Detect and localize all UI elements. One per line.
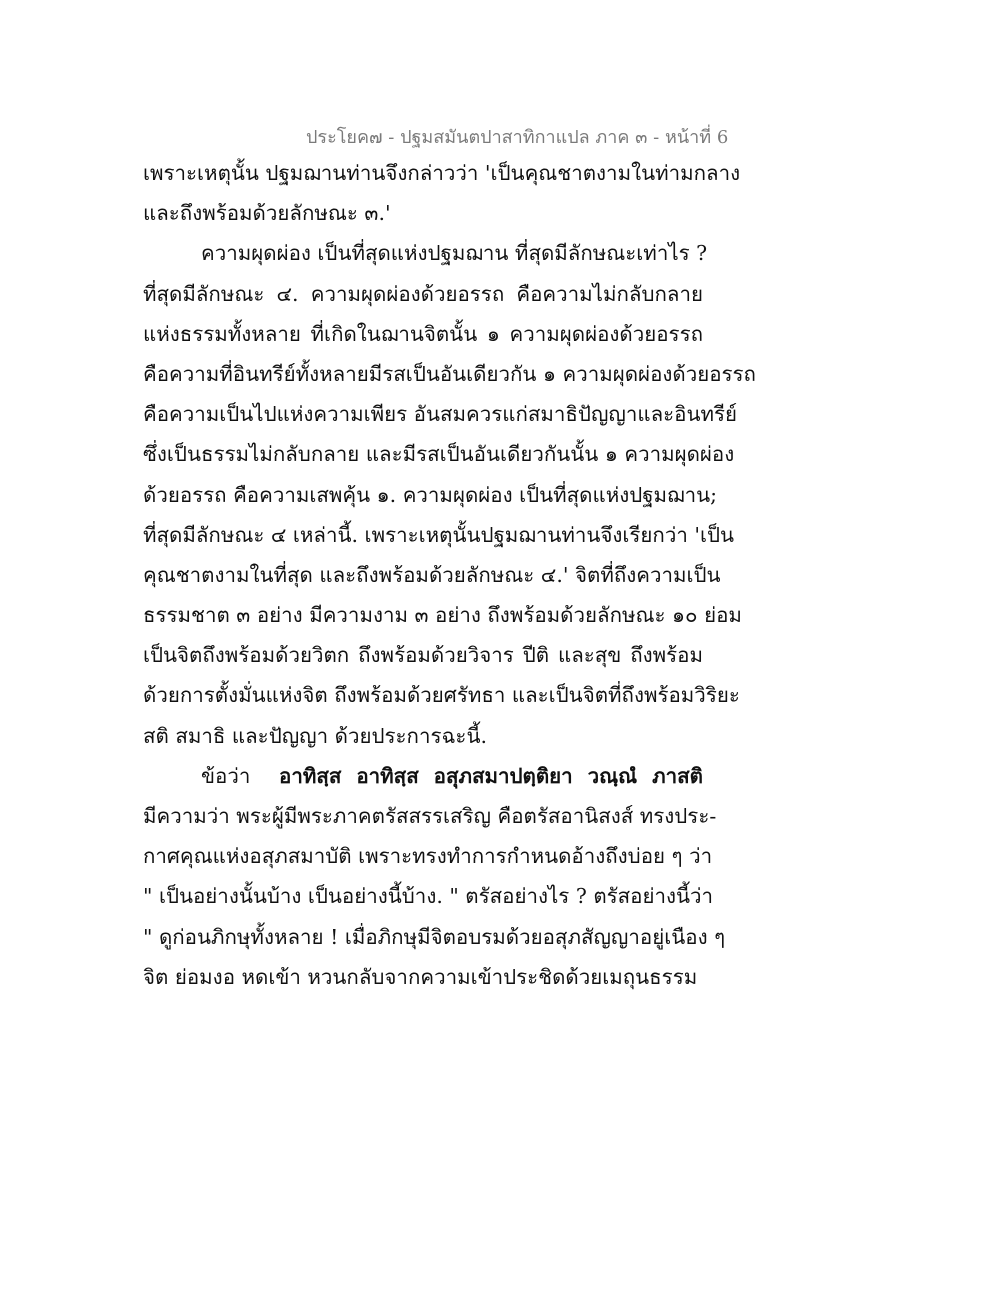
text-line: เพราะเหตุนั้น ปฐมฌานท่านจึงกล่าวว่า 'เป็นคุณชาตงามในท่ามกลาง (143, 161, 741, 185)
text-line: ที่สุดมีลักษณะ ๔ เหล่านี้. เพราะเหตุนั้นปฐมฌานท่านจึงเรียกว่า 'เป็น (143, 522, 735, 547)
text-line: ธรรมชาต ๓ อย่าง มีความงาม ๓ อย่าง ถึงพร้อมด้วยลักษณะ ๑๐ ย่อม (143, 603, 742, 628)
text-line: มีความว่า พระผู้มีพระภาคตรัสสรรเสริญ คือตรัสอานิสงส์ ทรงประ- (143, 804, 717, 828)
text-line: เป็นจิตถึงพร้อมด้วยวิตก ถึงพร้อมด้วยวิจาร ปีติ และสุข ถึงพร้อม (143, 643, 703, 668)
text-line: กาศคุณแห่งอสุภสมาบัติ เพราะทรงทำการกำหนดอ้างถึงบ่อย ๆ ว่า (143, 844, 713, 869)
quote-intro: ข้อว่า (201, 763, 251, 788)
text-line: คือความเป็นไปแห่งความเพียร อันสมควรแก่สมาธิปัญญาและอินทรีย์ (143, 402, 738, 427)
text-line: และถึงพร้อมด้วยลักษณะ ๓.' (143, 201, 391, 226)
pali-quote: อาทิสฺส อาทิสฺส อสุภสมาปตฺติยา วณฺณํ ภาสติ (279, 763, 703, 788)
paragraph-start-line: ความผุดผ่อง เป็นที่สุดแห่งปฐมฌาน ที่สุดมีลักษณะเท่าไร ? (201, 241, 708, 266)
text-line: แห่งธรรมทั้งหลาย ที่เกิดในฌานจิตนั้น ๑ ความผุดผ่องด้วยอรรถ (143, 321, 703, 346)
running-header: ประโยค๗ - ปฐมสมันตปาสาทิกาแปล ภาค ๓ - หน้าที่ 6 (306, 127, 729, 148)
text-line: " ดูก่อนภิกษุทั้งหลาย ! เมื่อภิกษุมีจิตอบรมด้วยอสุภสัญญาอยู่เนือง ๆ (143, 924, 726, 949)
text-line: จิต ย่อมงอ หดเข้า หวนกลับจากความเข้าประชิดด้วยเมถุนธรรม (143, 964, 698, 989)
text-line: ซึ่งเป็นธรรมไม่กลับกลาย และมีรสเป็นอันเดียวกันนั้น ๑ ความผุดผ่อง (143, 442, 735, 467)
body-text (143, 153, 756, 997)
text-line: คือความที่อินทรีย์ทั้งหลายมีรสเป็นอันเดียวกัน ๑ ความผุดผ่องด้วยอรรถ (143, 361, 756, 386)
pali-quote-line (143, 756, 703, 796)
text-line: ที่สุดมีลักษณะ ๔. ความผุดผ่องด้วยอรรถ คือความไม่กลับกลาย (143, 281, 703, 306)
text-line: ด้วยอรรถ คือความเสพคุ้น ๑. ความผุดผ่อง เป็นที่สุดแห่งปฐมฌาน; (143, 482, 718, 507)
text-line: คุณชาตงามในที่สุด และถึงพร้อมด้วยลักษณะ ๔.' จิตที่ถึงความเป็น (143, 562, 721, 587)
text-line: ด้วยการตั้งมั่นแห่งจิต ถึงพร้อมด้วยศรัทธา และเป็นจิตที่ถึงพร้อมวิริยะ (143, 683, 740, 708)
text-line: สติ สมาธิ และปัญญา ด้วยประการฉะนี้. (143, 723, 487, 748)
text-line: " เป็นอย่างนั้นบ้าง เป็นอย่างนี้บ้าง. " ตรัสอย่างไร ? ตรัสอย่างนี้ว่า (143, 884, 714, 909)
